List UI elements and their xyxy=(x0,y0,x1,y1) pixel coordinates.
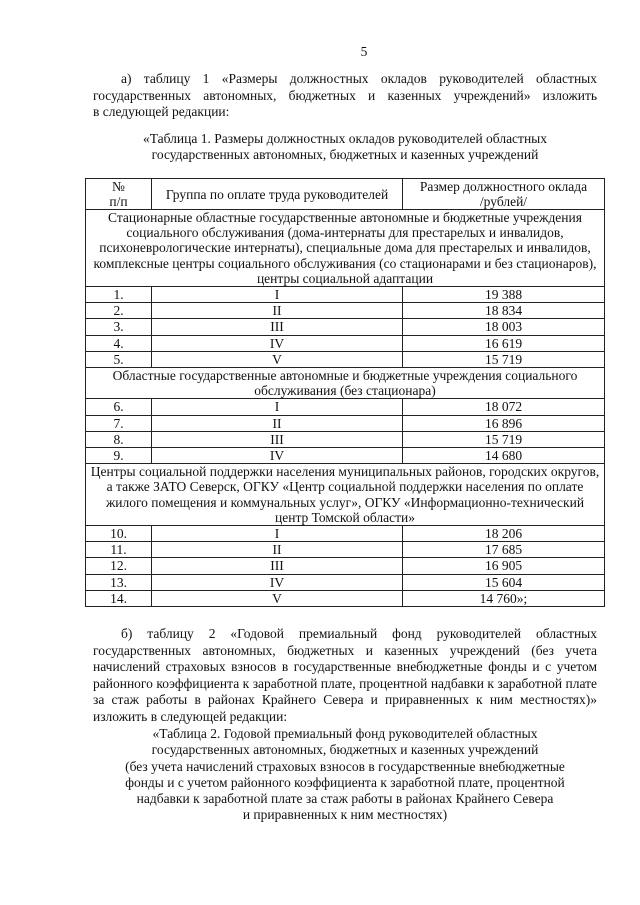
section-title-line: обслуживания (без стационара) xyxy=(254,383,436,399)
section-title-line: Областные государственные автономные и бюджетные учреждения социального xyxy=(112,368,578,384)
text-line: и приравненных к ним местностях) xyxy=(242,807,448,823)
row-number: 11. xyxy=(86,542,152,558)
header-num xyxy=(86,179,152,210)
pay-group: IV xyxy=(152,448,403,464)
section-title-line: жилого помещения и коммунальных услуг», ОГКУ «Информационно-технический xyxy=(105,494,585,510)
pay-group: V xyxy=(152,590,403,606)
salary-value: 18 206 xyxy=(403,526,605,542)
pay-group: II xyxy=(152,415,403,431)
section-title-line: Стационарные областные государственные автономные и бюджетные учреждения xyxy=(108,210,582,225)
pay-group: II xyxy=(152,542,403,558)
salary-value: 14 760»; xyxy=(403,590,605,606)
text-line: а) таблицу 1 «Размеры должностных окладов руководителей областных xyxy=(121,71,597,86)
salary-value: 18 072 xyxy=(403,399,605,415)
row-number: 9. xyxy=(86,448,152,464)
row-number: 14. xyxy=(86,590,152,606)
row-number: 1. xyxy=(86,287,152,303)
text-line: изложить в следующей редакции: xyxy=(93,708,288,724)
text-line: «Таблица 2. Годовой премиальный фонд руководителей областных xyxy=(152,726,538,741)
text-line: государственных автономных, бюджетных и казенных учреждений xyxy=(151,147,539,163)
section-title-line: а также ЗАТО Северск, ОГКУ «Центр социальной поддержки населения по оплате xyxy=(106,479,584,495)
row-number: 3. xyxy=(86,319,152,335)
page-number: 5 xyxy=(360,44,368,59)
section-row xyxy=(86,368,605,399)
text-line: начислений страховых взносов в государственные внебюджетные фонды и с учетом xyxy=(93,659,597,675)
row-number: 13. xyxy=(86,574,152,590)
section-title-line: Центры социальной поддержки населения муниципальных районов, городских округов, xyxy=(90,464,600,480)
row-number: 12. xyxy=(86,558,152,574)
row-number: 5. xyxy=(86,351,152,367)
salary-value: 16 619 xyxy=(403,335,605,351)
header-salary-line: Размер должностного оклада xyxy=(419,179,588,194)
salary-value: 19 388 xyxy=(403,287,605,303)
pay-group: IV xyxy=(152,335,403,351)
pay-group: V xyxy=(152,351,403,367)
table-row xyxy=(86,558,605,574)
text-line: надбавки к заработной плате за стаж работы в районах Крайнего Севера xyxy=(136,791,554,807)
table1-caption xyxy=(93,131,597,164)
header-group: Группа по оплате труда руководителей xyxy=(152,179,403,210)
header-salary xyxy=(403,179,605,210)
row-number: 6. xyxy=(86,399,152,415)
pay-group: I xyxy=(152,526,403,542)
text-line: государственных автономных, бюджетных и казенных учреждений» изложить xyxy=(93,87,597,103)
table-row xyxy=(86,431,605,447)
salary-value: 15 604 xyxy=(403,574,605,590)
pay-group: II xyxy=(152,303,403,319)
pay-group: IV xyxy=(152,574,403,590)
section-title xyxy=(86,368,605,399)
table-row xyxy=(86,319,605,335)
section-title-line: психоневрологические интернаты), специальные дома для престарелых и инвалидов, xyxy=(99,240,591,256)
table-row xyxy=(86,574,605,590)
table-row xyxy=(86,351,605,367)
table-row xyxy=(86,303,605,319)
header-salary-line: /рублей/ xyxy=(479,194,528,209)
row-number: 4. xyxy=(86,335,152,351)
table-row xyxy=(86,287,605,303)
pay-group: III xyxy=(152,319,403,335)
table-row xyxy=(86,526,605,542)
pay-group: III xyxy=(152,431,403,447)
text-line: (без учета начислений страховых взносов в государственные внебюджетные xyxy=(125,758,565,774)
pay-group: I xyxy=(152,399,403,415)
table-1 xyxy=(85,178,605,607)
salary-value: 18 834 xyxy=(403,303,605,319)
salary-value: 16 896 xyxy=(403,415,605,431)
paragraph-b xyxy=(93,626,597,726)
section-title-line: центр Томской области» xyxy=(275,509,415,525)
section-title xyxy=(86,210,605,287)
salary-value: 18 003 xyxy=(403,319,605,335)
section-title-line: комплексные центры социального обслуживания (со стационарами и без стационаров), xyxy=(93,255,597,271)
salary-value: 15 719 xyxy=(403,351,605,367)
salary-value: 17 685 xyxy=(403,542,605,558)
row-number: 7. xyxy=(86,415,152,431)
section-row xyxy=(86,210,605,287)
text-line: фонды и с учетом районного коэффициента к заработной плате, процентной xyxy=(125,774,565,790)
salary-value: 15 719 xyxy=(403,431,605,447)
text-line: за стаж работы в районах Крайнего Севера и приравненных к ним местностях)» xyxy=(93,692,597,708)
salary-value: 14 680 xyxy=(403,448,605,464)
section-title-line: социального обслуживания (дома-интернаты для престарелых и инвалидов, xyxy=(126,225,564,241)
pay-group: III xyxy=(152,558,403,574)
table-row xyxy=(86,335,605,351)
paragraph-a xyxy=(93,71,597,121)
text-line: в следующей редакции: xyxy=(93,104,230,120)
table-row xyxy=(86,415,605,431)
table-row xyxy=(86,448,605,464)
table-header xyxy=(86,179,605,210)
row-number: 2. xyxy=(86,303,152,319)
text-line: «Таблица 1. Размеры должностных окладов руководителей областных xyxy=(143,131,547,146)
section-title-line: центры социальной адаптации xyxy=(256,270,434,286)
header-num-line: п/п xyxy=(109,194,128,209)
salary-value: 16 905 xyxy=(403,558,605,574)
text-line: районного коэффициента к заработной плате, процентной надбавки к заработной плате xyxy=(93,675,597,691)
text-line: государственных автономных, бюджетных и казенных учреждений (без учета xyxy=(93,642,597,658)
row-number: 8. xyxy=(86,431,152,447)
table-row xyxy=(86,590,605,606)
section-title xyxy=(86,464,605,526)
header-num-line: № xyxy=(112,179,125,194)
table-row xyxy=(86,399,605,415)
section-row xyxy=(86,464,605,526)
text-line: государственных автономных, бюджетных и казенных учреждений xyxy=(151,742,539,758)
table-row xyxy=(86,542,605,558)
row-number: 10. xyxy=(86,526,152,542)
text-line: б) таблицу 2 «Годовой премиальный фонд руководителей областных xyxy=(121,626,597,641)
pay-group: I xyxy=(152,287,403,303)
table2-caption xyxy=(93,726,597,824)
